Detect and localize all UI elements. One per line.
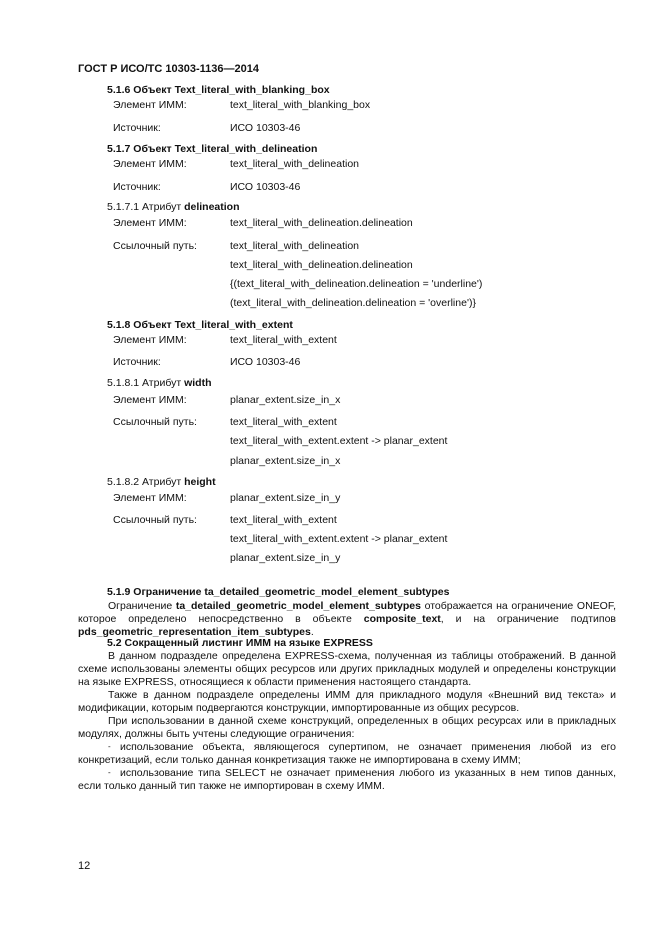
source-value: ИСО 10303-46 [230,181,301,193]
element-value: planar_extent.size_in_x [230,394,341,406]
ref-path-line: text_literal_with_delineation [230,240,359,252]
ref-path-label: Ссылочный путь: [113,514,197,526]
source-label: Источник: [113,181,161,193]
section-5-1-9-paragraph: Ограничение ta_detailed_geometric_model_element_subtypes отображается на ограничение ONEOF, которое определено непосредственно в объекте composite_text, и на ограничение подтипов pds_geometric_representation_item_subtypes. [78,600,616,638]
section-5-1-7-title: 5.1.7 Объект Text_literal_with_delineation [107,143,318,155]
list-item: - использование объекта, являющегося супертипом, не означает применения любой из его конкретизаций, если только данная конкретизация также не импортирована в схему ИММ; [78,741,616,766]
ref-path-line: {(text_literal_with_delineation.delineation = 'underline') [230,278,483,290]
section-5-2-paragraph-1: В данном подразделе определена EXPRESS-схема, полученная из таблицы отображений. В данной схеме использованы элементы общих ресурсов или других прикладных модулей и определены конструкции на языке EXPRESS, относящиеся к области применения настоящего стандарта. [78,650,616,688]
element-value: text_literal_with_extent [230,334,337,346]
section-5-2-paragraph-3: При использовании в данной схеме конструкций, определенных в общих ресурсах или в прикладных модулях, должны быть учтены следующие ограничения: [78,715,616,740]
ref-path-line: text_literal_with_extent.extent -> planar_extent [230,435,448,447]
element-label: Элемент ИММ: [113,158,187,170]
ref-path-line: text_literal_with_extent [230,416,337,428]
element-label: Элемент ИММ: [113,492,187,504]
element-label: Элемент ИММ: [113,217,187,229]
list-item: - использование типа SELECT не означает применения любого из указанных в нем типов данных, если только данный тип также не импортирован в схему ИММ. [78,767,616,792]
element-value: text_literal_with_delineation.delineation [230,217,413,229]
element-label: Элемент ИММ: [113,99,187,111]
source-label: Источник: [113,122,161,134]
section-5-1-7-1-title: 5.1.7.1 Атрибут delineation [107,201,240,213]
source-value: ИСО 10303-46 [230,356,301,368]
ref-path-line: text_literal_with_delineation.delineation [230,259,413,271]
element-label: Элемент ИММ: [113,334,187,346]
ref-path-line: planar_extent.size_in_x [230,455,341,467]
section-5-2-paragraph-2: Также в данном подразделе определены ИММ для прикладного модуля «Внешний вид текста» и модификации, которым подвергаются конструкции, импортированные из общих ресурсов. [78,689,616,714]
section-5-1-6-title: 5.1.6 Объект Text_literal_with_blanking_box [107,84,330,96]
ref-path-line: (text_literal_with_delineation.delineation = 'overline')} [230,297,476,309]
ref-path-line: planar_extent.size_in_y [230,552,341,564]
source-value: ИСО 10303-46 [230,122,301,134]
section-5-1-8-title: 5.1.8 Объект Text_literal_with_extent [107,319,293,331]
bullet-mark: - [108,768,111,777]
page-number: 12 [78,860,91,872]
ref-path-label: Ссылочный путь: [113,416,197,428]
ref-path-label: Ссылочный путь: [113,240,197,252]
element-value: text_literal_with_delineation [230,158,359,170]
ref-path-line: text_literal_with_extent.extent -> planar_extent [230,533,448,545]
source-label: Источник: [113,356,161,368]
element-value: text_literal_with_blanking_box [230,99,371,111]
section-5-1-9-title: 5.1.9 Ограничение ta_detailed_geometric_model_element_subtypes [107,586,450,598]
section-5-1-8-2-title: 5.1.8.2 Атрибут height [107,476,216,488]
element-value: planar_extent.size_in_y [230,492,341,504]
ref-path-line: text_literal_with_extent [230,514,337,526]
section-5-2-title: 5.2 Сокращенный листинг ИММ на языке EXPRESS [107,637,373,649]
section-5-1-8-1-title: 5.1.8.1 Атрибут width [107,377,212,389]
document-header: ГОСТ Р ИСО/ТС 10303-1136—2014 [78,63,259,75]
element-label: Элемент ИММ: [113,394,187,406]
bullet-mark: - [108,742,111,751]
